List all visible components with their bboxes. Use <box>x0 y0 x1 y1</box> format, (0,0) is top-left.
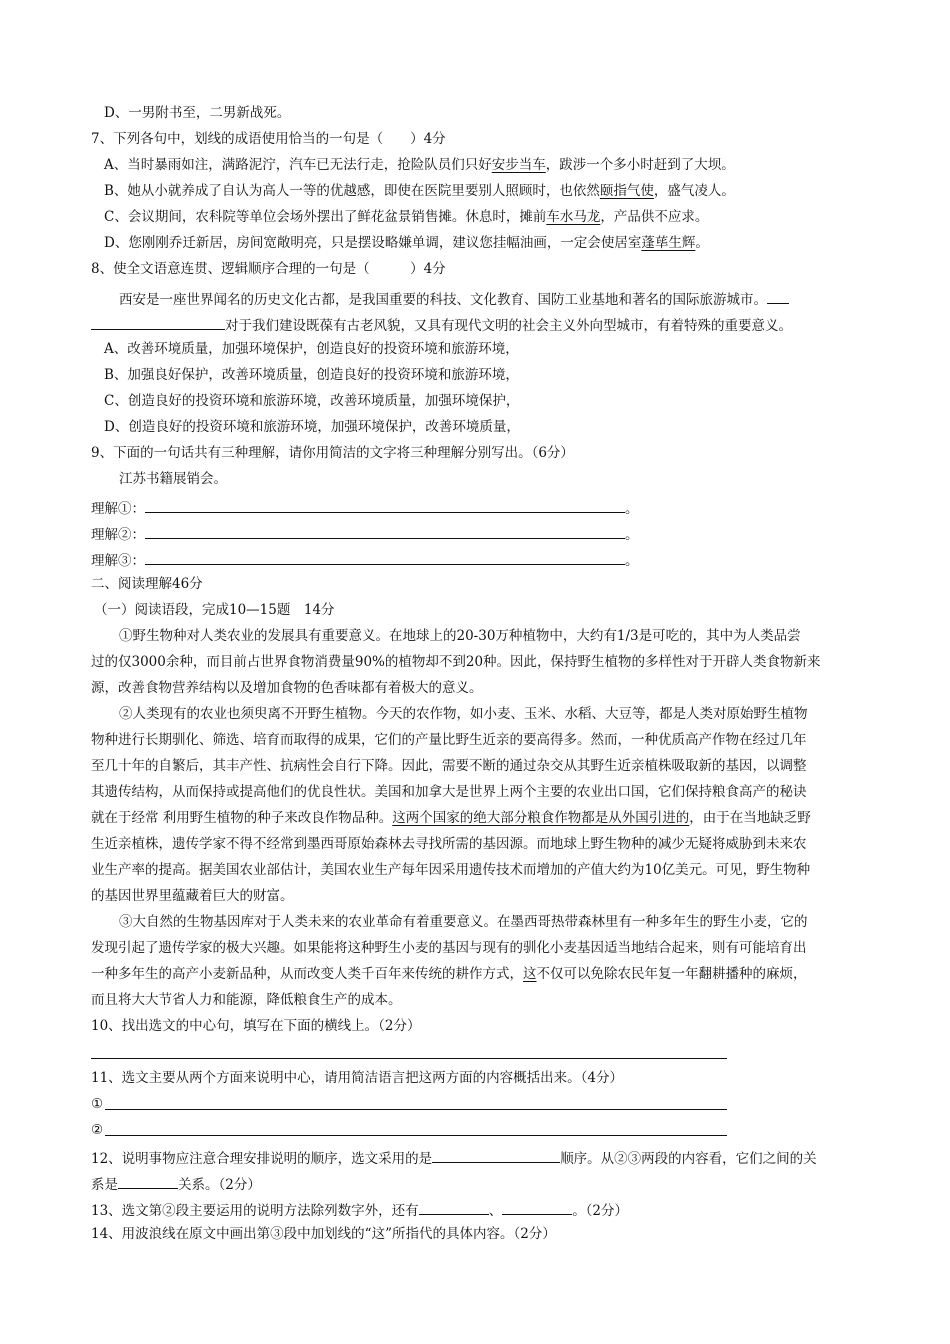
q11-marker-1: ① <box>91 1096 104 1112</box>
section-heading: 二、阅读理解46分 <box>91 576 203 592</box>
q12-line2: 系是 关系。（2分） <box>91 1173 261 1194</box>
q11-answer-line-1[interactable] <box>105 1109 727 1110</box>
fill-blank[interactable] <box>432 1147 560 1163</box>
q8-option-b: B、加强良好保护，改善环境质量，创造良好的投资环境和旅游环境， <box>104 367 519 383</box>
answer-blank[interactable] <box>145 523 625 539</box>
q8-option-a: A、改善环境质量，加强环境保护，创造良好的投资环境和旅游环境， <box>104 341 519 357</box>
fill-blank[interactable] <box>91 314 225 330</box>
q13: 13、选文第②段主要运用的说明方法除列数字外，还有 、 。（2分） <box>91 1199 628 1220</box>
q10-stem: 10、找出选文的中心句，填写在下面的横线上。（2分） <box>91 1018 421 1034</box>
para3-line1: ③大自然的生物基因库对于人类未来的农业革命有着重要意义。在墨西哥热带森林里有一种多年生的野生小麦，它的 <box>119 914 808 930</box>
para1-line1: ①野生物种对人类农业的发展具有重要意义。在地球上的20-30万种植物中，大约有1/3是可吃的，其中为人类品尝 <box>119 628 801 644</box>
q11-answer-line-2[interactable] <box>105 1135 727 1136</box>
q9-sentence: 江苏书籍展销会。 <box>119 471 227 487</box>
q7-option-b: B、她从小就养成了自认为高人一等的优越感，即使在医院里要别人照顾时，也依然颐指气使，盛气凌人。 <box>104 183 735 199</box>
q14: 14、用波浪线在原文中画出第③段中加划线的“这”所指代的具体内容。（2分） <box>91 1226 556 1242</box>
q9-answer-1: 理解①： 。 <box>91 497 639 518</box>
underlined-idiom: 安步当车 <box>491 157 546 173</box>
underlined-idiom: 车水马龙 <box>546 209 601 225</box>
q8-option-c: C、创造良好的投资环境和旅游环境，改善环境质量，加强环境保护， <box>104 393 520 409</box>
q6-option-d: D、一男附书至，二男新战死。 <box>104 105 291 121</box>
fill-blank[interactable] <box>767 288 789 304</box>
q8-option-d: D、创造良好的投资环境和旅游环境，加强环境保护，改善环境质量， <box>104 419 520 435</box>
underlined-idiom: 蓬荜生辉 <box>641 235 696 251</box>
para2-line7: 业生产率的提高。据美国农业部估计，美国农业生产每年因采用遗传技术而增加的产值大约为10亿美元。可见，野生物种 <box>91 862 811 878</box>
q9-answer-2: 理解②： 。 <box>91 523 639 544</box>
fill-blank[interactable] <box>502 1199 572 1215</box>
para2-line5: 就在于经常 利用野生植物的种子来改良作物品种。这两个国家的绝大部分粮食作物都是从外国引进的，由于在当地缺乏野 <box>91 810 811 826</box>
para1-line3: 源，改善食物营养结构以及增加食物的色香味都有着极大的意义。 <box>91 680 483 696</box>
part-heading: （一）阅读语段，完成10—15题 14分 <box>94 602 335 618</box>
fill-blank[interactable] <box>118 1173 178 1189</box>
underlined-idiom: 颐指气使 <box>599 183 654 199</box>
underlined-sentence: 这两个国家的绝大部分粮食作物都是从外国引进的 <box>392 810 690 826</box>
para2-line4: 其遗传结构，从而保持或提高他们的优良性状。美国和加拿大是世界上两个主要的农业出口国，它们保持粮食高产的秘诀 <box>91 784 807 800</box>
q9-stem: 9、下面的一句话共有三种理解，请你用简洁的文字将三种理解分别写出。（6分） <box>91 445 574 461</box>
q7-stem: 7、下列各句中，划线的成语使用恰当的一句是（ ）4分 <box>91 131 446 147</box>
para3-line4: 而且将大大节省人力和能源，降低粮食生产的成本。 <box>91 992 402 1008</box>
answer-blank[interactable] <box>145 497 625 513</box>
q9-answer-3: 理解③： 。 <box>91 549 639 570</box>
q11-stem: 11、选文主要从两个方面来说明中心，请用简洁语言把这两方面的内容概括出来。（4分） <box>91 1070 624 1086</box>
q7-option-a: A、当时暴雨如注，满路泥泞，汽车已无法行走，抢险队员们只好安步当车，跋涉一个多小时赶到了大坝。 <box>104 157 735 173</box>
para2-line6: 生近亲植株，遗传学家不得不经常到墨西哥原始森林去寻找所需的基因源。而地球上野生物种的减少无疑将威胁到未来农 <box>91 836 807 852</box>
para3-line2: 发现引起了遗传学家的极大兴趣。如果能将这种野生小麦的基因与现有的驯化小麦基因适当地结合起来，则有可能培育出 <box>91 940 807 956</box>
para2-line3: 至几十年的自繁后，其丰产性、抗病性会自行下降。因此，需要不断的通过杂交从其野生近亲植株吸取新的基因，以调整 <box>91 758 807 774</box>
answer-blank[interactable] <box>145 549 625 565</box>
para2-line8: 的基因世界里蕴藏着巨大的财富。 <box>91 888 294 904</box>
q7-option-d: D、您刚刚乔迁新居，房间宽敞明亮，只是摆设略嫌单调，建议您挂幅油画，一定会使居室蓬荜生辉。 <box>104 235 709 251</box>
q8-passage-line1: 西安是一座世界闻名的历史文化古都，是我国重要的科技、文化教育、国防工业基地和著名的国际旅游城市。 <box>119 288 789 309</box>
para2-line1: ②人类现有的农业也须臾离不开野生植物。今天的农作物，如小麦、玉米、水稻、大豆等，都是人类对原始野生植物 <box>119 706 808 722</box>
fill-blank[interactable] <box>419 1199 489 1215</box>
underlined-word: 这 <box>523 966 537 982</box>
q8-passage-line2: 对于我们建设既葆有古老风貌，又具有现代文明的社会主义外向型城市，有着特殊的重要意义。 <box>91 314 792 335</box>
q10-answer-line[interactable] <box>91 1058 727 1059</box>
q8-stem: 8、使全文语意连贯、逻辑顺序合理的一句是（ ）4分 <box>91 261 446 277</box>
q11-marker-2: ② <box>91 1122 104 1138</box>
para1-line2: 过的仅3000余种，而目前占世界食物消费量90%的植物却不到20种。因此，保持野生植物的多样性对于开辟人类食物新来 <box>91 654 821 670</box>
q7-option-c: C、会议期间，农科院等单位会场外摆出了鲜花盆景销售摊。休息时，摊前车水马龙，产品供不应求。 <box>104 209 709 225</box>
para2-line2: 物种进行长期驯化、筛选、培育而取得的成果，它们的产量比野生近亲的要高得多。然而，一种优质高产作物在经过几年 <box>91 732 807 748</box>
para3-line3: 一种多年生的高产小麦新品种，从而改变人类千百年来传统的耕作方式，这不仅可以免除农民年复一年翻耕播种的麻烦， <box>91 966 807 982</box>
q12-line1: 12、说明事物应注意合理安排说明的顺序，选文采用的是 顺序。从②③两段的内容看，它们之间的关 <box>91 1147 817 1168</box>
